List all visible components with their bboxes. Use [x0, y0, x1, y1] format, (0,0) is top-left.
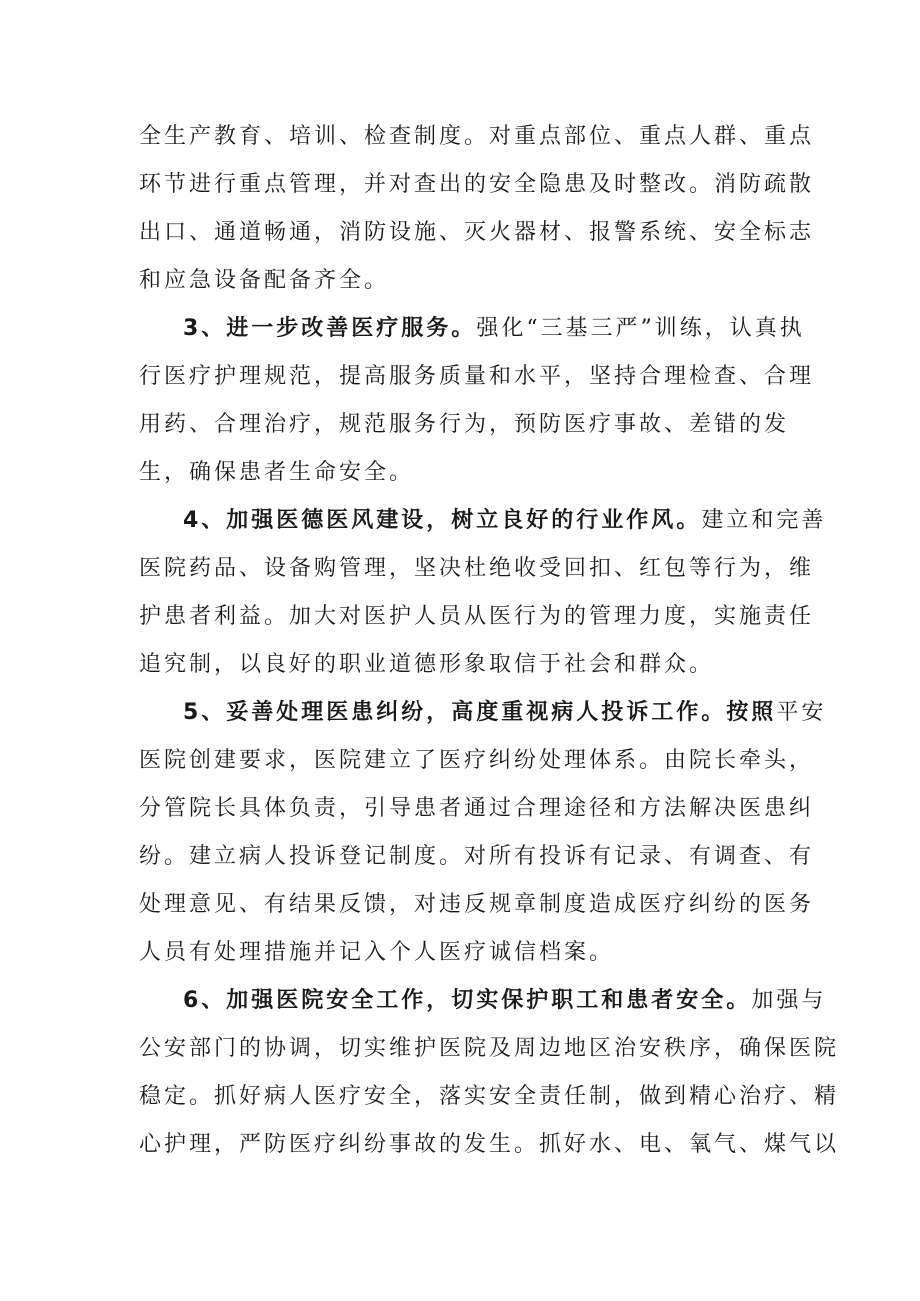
text-line: 稳定。抓好病人医疗安全，落实安全责任制，做到精心治疗、精	[139, 1084, 840, 1109]
text-line: 环节进行重点管理，并对查出的安全隐患及时整改。消防疏散	[139, 172, 815, 197]
item-text: 建立和完善	[701, 508, 827, 533]
text-line-first	[139, 497, 827, 545]
text-line: 医院药品、设备购管理，坚决杜绝收受回扣、红包等行为，维	[139, 556, 815, 581]
text-line-first	[139, 689, 827, 737]
item-heading: 6、加强医院安全工作，切实保护职工和患者安全。	[183, 988, 752, 1013]
text-line: 全生产教育、培训、检查制度。对重点部位、重点人群、重点	[139, 124, 815, 149]
item-heading: 3、进一步改善医疗服务。	[183, 316, 477, 341]
text-line: 生，确保患者生命安全。	[139, 460, 415, 485]
text-line: 分管院长具体负责，引导患者通过合理途径和方法解决医患纠	[139, 796, 815, 821]
text-line: 医院创建要求，医院建立了医疗纠纷处理体系。由院长牵头，	[139, 748, 815, 773]
text-line: 护患者利益。加大对医护人员从医行为的管理力度，实施责任	[139, 604, 815, 629]
paragraph-item-4	[139, 497, 827, 689]
paragraph-safety-continued	[139, 113, 815, 305]
paragraph-item-5	[139, 689, 827, 977]
item-heading: 5、妥善处理医患纠纷，高度重视病人投诉工作。按照	[183, 700, 777, 725]
text-line: 处理意见、有结果反馈，对违反规章制度造成医疗纠纷的医务	[139, 892, 815, 917]
text-line-first	[139, 305, 805, 353]
text-line: 追究制，以良好的职业道德形象取信于社会和群众。	[139, 652, 715, 677]
text-line: 出口、通道畅通，消防设施、灭火器材、报警系统、安全标志	[139, 220, 815, 245]
text-line: 人员有处理措施并记入个人医疗诚信档案。	[139, 940, 615, 965]
paragraph-item-6	[139, 977, 840, 1169]
text-line: 行医疗护理规范，提高服务质量和水平，坚持合理检查、合理	[139, 364, 815, 389]
text-line: 用药、合理治疗，规范服务行为，预防医疗事故、差错的发	[139, 412, 790, 437]
text-line: 纷。建立病人投诉登记制度。对所有投诉有记录、有调查、有	[139, 844, 815, 869]
item-text: 平安	[776, 700, 827, 725]
text-line: 公安部门的协调，切实维护医院及周边地区治安秩序，确保医院	[139, 1036, 840, 1061]
item-text: 强化“三基三严”训练，认真执	[476, 316, 805, 341]
item-heading: 4、加强医德医风建设，树立良好的行业作风。	[183, 508, 702, 533]
text-line-first	[139, 977, 827, 1025]
item-text: 加强与	[751, 988, 827, 1013]
paragraph-item-3	[139, 305, 815, 497]
document-body	[139, 113, 840, 1169]
text-line: 和应急设备配备齐全。	[139, 268, 390, 293]
text-line: 心护理，严防医疗纠纷事故的发生。抓好水、电、氧气、煤气以	[139, 1132, 840, 1157]
